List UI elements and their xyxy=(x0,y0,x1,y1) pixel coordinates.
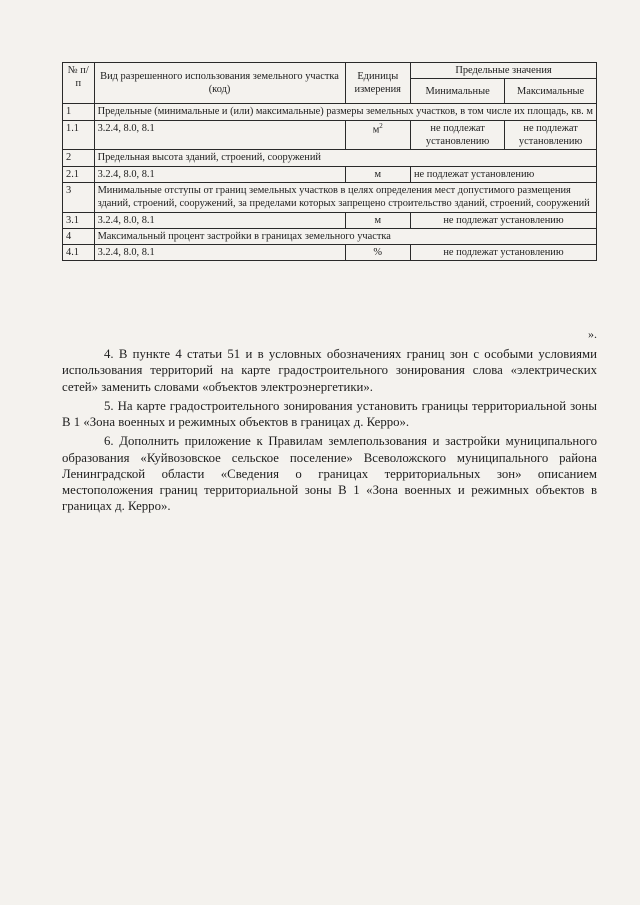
row-num: 2.1 xyxy=(63,166,95,182)
table-header-row xyxy=(63,63,597,79)
table-row xyxy=(63,228,597,244)
row-section-text: Максимальный процент застройки в границах земельного участка xyxy=(94,228,596,244)
unit-superscript: 2 xyxy=(379,121,383,130)
row-num: 3 xyxy=(63,182,95,212)
table-row xyxy=(63,104,597,120)
row-value: не подлежат установлению xyxy=(411,212,597,228)
table-row xyxy=(63,166,597,182)
row-min: не подлежат установлению xyxy=(411,120,505,150)
row-section-text: Предельные (минимальные и (или) максимальные) размеры земельных участков, в том числе их площадь, кв. м xyxy=(94,104,596,120)
row-value: не подлежат установлению xyxy=(411,245,597,261)
row-num: 3.1 xyxy=(63,212,95,228)
closing-quote: ». xyxy=(588,327,597,341)
header-min: Минимальные xyxy=(411,79,505,104)
row-value: не подлежат установлению xyxy=(411,166,597,182)
row-num: 1 xyxy=(63,104,95,120)
row-max: не подлежат установлению xyxy=(505,120,597,150)
header-limits: Предельные значения xyxy=(411,63,597,79)
table-row xyxy=(63,245,597,261)
header-num: № п/п xyxy=(63,63,95,104)
row-num: 1.1 xyxy=(63,120,95,150)
header-type: Вид разрешенного использования земельного участка (код) xyxy=(94,63,345,104)
row-code: 3.2.4, 8.0, 8.1 xyxy=(94,212,345,228)
row-code: 3.2.4, 8.0, 8.1 xyxy=(94,120,345,150)
row-section-text: Предельная высота зданий, строений, сооружений xyxy=(94,150,596,166)
paragraph-5: 5. На карте градостроительного зонирования установить границы территориальной зоны В 1 «Зона военных и режимных объектов в границах д. Керро». xyxy=(62,398,597,429)
paragraph-4: 4. В пункте 4 статьи 51 и в условных обозначениях границ зон с особыми условиями использования территорий на карте градостроительного зонирования слова «электрических сетей» заменить словами «объектов электроэнергетики». xyxy=(62,347,597,394)
paragraph-6: 6. Дополнить приложение к Правилам землепользования и застройки муниципального образования «Куйвозовское сельское поселение» Всеволожского муниципального района Ленинградской области «Сведения о границах территориальных зон» описанием местоположения границ территориальной зоны В 1 «Зона военных и режимных объектов в границах д. Керро». xyxy=(62,434,597,514)
row-section-text: Минимальные отступы от границ земельных участков в целях определения мест допустимого размещения зданий, строений, сооружений, за пределами которых запрещено строительство зданий, строений, сооружений xyxy=(94,182,596,212)
header-units: Единицы измерения xyxy=(345,63,411,104)
row-unit: м xyxy=(345,212,411,228)
limits-table xyxy=(62,62,597,261)
row-unit: % xyxy=(345,245,411,261)
header-max: Максимальные xyxy=(505,79,597,104)
row-code: 3.2.4, 8.0, 8.1 xyxy=(94,245,345,261)
row-unit: $м^2$ xyxy=(345,120,411,150)
row-num: 4.1 xyxy=(63,245,95,261)
table-row xyxy=(63,182,597,212)
row-num: 4 xyxy=(63,228,95,244)
table-row xyxy=(63,150,597,166)
document-body xyxy=(62,346,597,518)
table-row xyxy=(63,120,597,150)
row-unit: м xyxy=(345,166,411,182)
row-num: 2 xyxy=(63,150,95,166)
row-code: 3.2.4, 8.0, 8.1 xyxy=(94,166,345,182)
table-row xyxy=(63,212,597,228)
